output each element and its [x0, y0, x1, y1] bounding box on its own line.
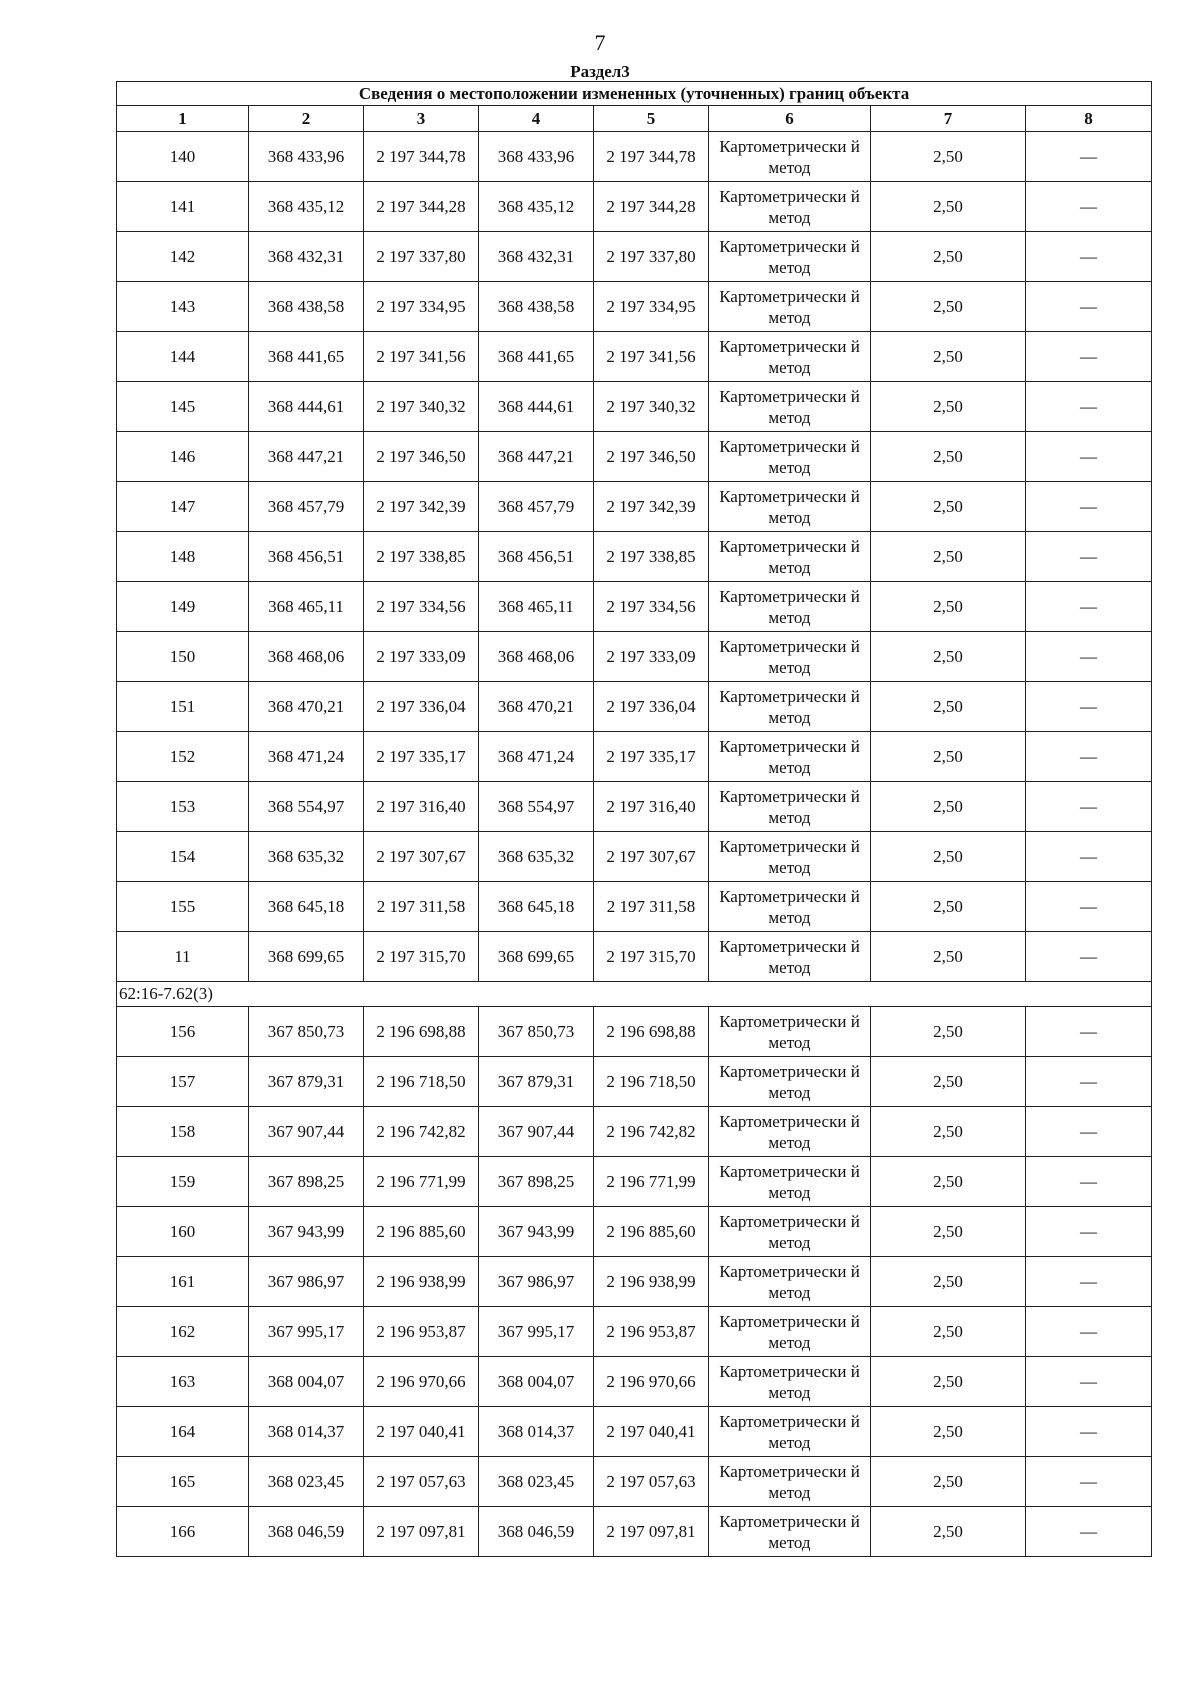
method: Картометрически й метод	[709, 1257, 871, 1307]
point-description: —	[1026, 182, 1152, 232]
x-existing: 367 986,97	[249, 1257, 364, 1307]
method: Картометрически й метод	[709, 382, 871, 432]
y-refined: 2 197 340,32	[594, 382, 709, 432]
x-refined: 368 468,06	[479, 632, 594, 682]
x-refined: 368 004,07	[479, 1357, 594, 1407]
x-existing: 368 014,37	[249, 1407, 364, 1457]
method: Картометрически й метод	[709, 732, 871, 782]
y-refined: 2 196 938,99	[594, 1257, 709, 1307]
x-refined: 367 986,97	[479, 1257, 594, 1307]
point-number: 148	[117, 532, 249, 582]
point-description: —	[1026, 1257, 1152, 1307]
x-refined: 368 457,79	[479, 482, 594, 532]
y-refined: 2 196 742,82	[594, 1107, 709, 1157]
y-existing: 2 196 771,99	[364, 1157, 479, 1207]
column-header: 5	[594, 106, 709, 132]
accuracy: 2,50	[871, 1057, 1026, 1107]
method: Картометрически й метод	[709, 232, 871, 282]
x-refined: 368 456,51	[479, 532, 594, 582]
y-refined: 2 197 342,39	[594, 482, 709, 532]
point-number: 140	[117, 132, 249, 182]
x-refined: 368 471,24	[479, 732, 594, 782]
x-refined: 368 554,97	[479, 782, 594, 832]
y-existing: 2 197 040,41	[364, 1407, 479, 1457]
table-row	[117, 1257, 1152, 1307]
point-number: 154	[117, 832, 249, 882]
method: Картометрически й метод	[709, 332, 871, 382]
point-description: —	[1026, 432, 1152, 482]
section-title: Раздел3	[570, 62, 630, 81]
accuracy: 2,50	[871, 932, 1026, 982]
point-description: —	[1026, 932, 1152, 982]
table-row	[117, 182, 1152, 232]
point-number: 163	[117, 1357, 249, 1407]
accuracy: 2,50	[871, 282, 1026, 332]
x-existing: 368 447,21	[249, 432, 364, 482]
point-number: 155	[117, 882, 249, 932]
point-number: 146	[117, 432, 249, 482]
table-row	[117, 1007, 1152, 1057]
accuracy: 2,50	[871, 582, 1026, 632]
method: Картометрически й метод	[709, 532, 871, 582]
group-label: 62:16-7.62(3)	[117, 982, 1152, 1007]
method: Картометрически й метод	[709, 1307, 871, 1357]
y-existing: 2 196 970,66	[364, 1357, 479, 1407]
y-refined: 2 196 885,60	[594, 1207, 709, 1257]
y-refined: 2 197 311,58	[594, 882, 709, 932]
point-number: 145	[117, 382, 249, 432]
table-row	[117, 432, 1152, 482]
x-refined: 368 465,11	[479, 582, 594, 632]
accuracy: 2,50	[871, 632, 1026, 682]
point-number: 156	[117, 1007, 249, 1057]
x-refined: 368 441,65	[479, 332, 594, 382]
table-row	[117, 782, 1152, 832]
method: Картометрически й метод	[709, 832, 871, 882]
method: Картометрически й метод	[709, 932, 871, 982]
accuracy: 2,50	[871, 132, 1026, 182]
x-existing: 367 995,17	[249, 1307, 364, 1357]
column-header: 7	[871, 106, 1026, 132]
accuracy: 2,50	[871, 1107, 1026, 1157]
x-existing: 368 468,06	[249, 632, 364, 682]
x-refined: 368 699,65	[479, 932, 594, 982]
point-description: —	[1026, 232, 1152, 282]
point-description: —	[1026, 132, 1152, 182]
y-existing: 2 197 315,70	[364, 932, 479, 982]
point-description: —	[1026, 1207, 1152, 1257]
point-description: —	[1026, 1507, 1152, 1557]
point-number: 166	[117, 1507, 249, 1557]
y-existing: 2 197 340,32	[364, 382, 479, 432]
x-refined: 367 907,44	[479, 1107, 594, 1157]
y-refined: 2 197 315,70	[594, 932, 709, 982]
table-row	[117, 1357, 1152, 1407]
method: Картометрически й метод	[709, 1507, 871, 1557]
x-existing: 368 471,24	[249, 732, 364, 782]
accuracy: 2,50	[871, 532, 1026, 582]
y-refined: 2 197 338,85	[594, 532, 709, 582]
y-refined: 2 197 057,63	[594, 1457, 709, 1507]
y-refined: 2 197 337,80	[594, 232, 709, 282]
table-caption-row	[117, 82, 1152, 106]
method: Картометрически й метод	[709, 1107, 871, 1157]
y-refined: 2 197 334,95	[594, 282, 709, 332]
point-description: —	[1026, 482, 1152, 532]
accuracy: 2,50	[871, 1307, 1026, 1357]
accuracy: 2,50	[871, 1157, 1026, 1207]
point-number: 165	[117, 1457, 249, 1507]
y-existing: 2 197 336,04	[364, 682, 479, 732]
point-description: —	[1026, 1407, 1152, 1457]
y-existing: 2 196 718,50	[364, 1057, 479, 1107]
x-refined: 368 435,12	[479, 182, 594, 232]
column-header: 3	[364, 106, 479, 132]
y-existing: 2 197 311,58	[364, 882, 479, 932]
accuracy: 2,50	[871, 732, 1026, 782]
x-existing: 368 004,07	[249, 1357, 364, 1407]
method: Картометрически й метод	[709, 482, 871, 532]
y-refined: 2 197 316,40	[594, 782, 709, 832]
accuracy: 2,50	[871, 482, 1026, 532]
y-existing: 2 197 341,56	[364, 332, 479, 382]
y-existing: 2 196 938,99	[364, 1257, 479, 1307]
y-refined: 2 196 953,87	[594, 1307, 709, 1357]
accuracy: 2,50	[871, 1257, 1026, 1307]
column-header: 8	[1026, 106, 1152, 132]
x-refined: 368 635,32	[479, 832, 594, 882]
table-row	[117, 1057, 1152, 1107]
table-row	[117, 682, 1152, 732]
column-header: 2	[249, 106, 364, 132]
point-number: 150	[117, 632, 249, 682]
y-existing: 2 197 334,56	[364, 582, 479, 632]
x-refined: 367 995,17	[479, 1307, 594, 1357]
column-header: 6	[709, 106, 871, 132]
x-refined: 368 432,31	[479, 232, 594, 282]
x-existing: 368 435,12	[249, 182, 364, 232]
method: Картометрически й метод	[709, 282, 871, 332]
column-header-row	[117, 106, 1152, 132]
x-refined: 367 879,31	[479, 1057, 594, 1107]
point-description: —	[1026, 632, 1152, 682]
accuracy: 2,50	[871, 232, 1026, 282]
point-description: —	[1026, 682, 1152, 732]
point-description: —	[1026, 282, 1152, 332]
y-refined: 2 197 307,67	[594, 832, 709, 882]
method: Картометрически й метод	[709, 132, 871, 182]
x-existing: 368 441,65	[249, 332, 364, 382]
point-number: 157	[117, 1057, 249, 1107]
x-existing: 368 432,31	[249, 232, 364, 282]
y-refined: 2 197 341,56	[594, 332, 709, 382]
point-number: 160	[117, 1207, 249, 1257]
x-refined: 368 014,37	[479, 1407, 594, 1457]
point-description: —	[1026, 532, 1152, 582]
table-row	[117, 1107, 1152, 1157]
y-refined: 2 197 333,09	[594, 632, 709, 682]
point-number: 151	[117, 682, 249, 732]
y-refined: 2 197 334,56	[594, 582, 709, 632]
accuracy: 2,50	[871, 1207, 1026, 1257]
accuracy: 2,50	[871, 182, 1026, 232]
accuracy: 2,50	[871, 1407, 1026, 1457]
point-description: —	[1026, 1157, 1152, 1207]
x-refined: 368 438,58	[479, 282, 594, 332]
y-refined: 2 196 771,99	[594, 1157, 709, 1207]
point-number: 143	[117, 282, 249, 332]
point-number: 153	[117, 782, 249, 832]
page-number: 7	[594, 30, 606, 55]
accuracy: 2,50	[871, 1457, 1026, 1507]
point-number: 141	[117, 182, 249, 232]
method: Картометрически й метод	[709, 782, 871, 832]
x-existing: 368 444,61	[249, 382, 364, 432]
y-refined: 2 197 336,04	[594, 682, 709, 732]
table-row	[117, 382, 1152, 432]
x-existing: 368 438,58	[249, 282, 364, 332]
method: Картометрически й метод	[709, 882, 871, 932]
point-description: —	[1026, 1307, 1152, 1357]
method: Картометрически й метод	[709, 1007, 871, 1057]
x-existing: 368 699,65	[249, 932, 364, 982]
y-refined: 2 197 344,78	[594, 132, 709, 182]
x-existing: 367 898,25	[249, 1157, 364, 1207]
x-existing: 367 850,73	[249, 1007, 364, 1057]
point-number: 11	[117, 932, 249, 982]
table-row	[117, 332, 1152, 382]
y-existing: 2 197 344,28	[364, 182, 479, 232]
method: Картометрически й метод	[709, 582, 871, 632]
y-refined: 2 197 344,28	[594, 182, 709, 232]
accuracy: 2,50	[871, 382, 1026, 432]
method: Картометрически й метод	[709, 632, 871, 682]
accuracy: 2,50	[871, 1357, 1026, 1407]
table-row	[117, 232, 1152, 282]
accuracy: 2,50	[871, 332, 1026, 382]
x-existing: 368 635,32	[249, 832, 364, 882]
x-existing: 368 554,97	[249, 782, 364, 832]
x-existing: 368 465,11	[249, 582, 364, 632]
x-refined: 368 023,45	[479, 1457, 594, 1507]
accuracy: 2,50	[871, 882, 1026, 932]
table-row	[117, 732, 1152, 782]
x-existing: 368 645,18	[249, 882, 364, 932]
point-number: 147	[117, 482, 249, 532]
point-number: 144	[117, 332, 249, 382]
method: Картометрически й метод	[709, 1407, 871, 1457]
y-existing: 2 197 307,67	[364, 832, 479, 882]
y-refined: 2 196 970,66	[594, 1357, 709, 1407]
point-number: 161	[117, 1257, 249, 1307]
y-refined: 2 197 040,41	[594, 1407, 709, 1457]
x-refined: 368 447,21	[479, 432, 594, 482]
x-existing: 368 470,21	[249, 682, 364, 732]
method: Картометрически й метод	[709, 1357, 871, 1407]
y-existing: 2 196 698,88	[364, 1007, 479, 1057]
y-existing: 2 197 334,95	[364, 282, 479, 332]
method: Картометрически й метод	[709, 1057, 871, 1107]
table-row	[117, 532, 1152, 582]
method: Картометрически й метод	[709, 1157, 871, 1207]
x-refined: 368 444,61	[479, 382, 594, 432]
x-refined: 367 898,25	[479, 1157, 594, 1207]
point-description: —	[1026, 1007, 1152, 1057]
method: Картометрически й метод	[709, 1457, 871, 1507]
point-description: —	[1026, 332, 1152, 382]
y-existing: 2 197 335,17	[364, 732, 479, 782]
y-existing: 2 197 333,09	[364, 632, 479, 682]
point-description: —	[1026, 582, 1152, 632]
table-row	[117, 582, 1152, 632]
table-row	[117, 632, 1152, 682]
table-row	[117, 1307, 1152, 1357]
table-row	[117, 832, 1152, 882]
table-row	[117, 1507, 1152, 1557]
table-row	[117, 1457, 1152, 1507]
point-description: —	[1026, 882, 1152, 932]
x-refined: 367 943,99	[479, 1207, 594, 1257]
x-refined: 368 645,18	[479, 882, 594, 932]
point-description: —	[1026, 1057, 1152, 1107]
x-existing: 368 433,96	[249, 132, 364, 182]
y-refined: 2 197 346,50	[594, 432, 709, 482]
x-refined: 368 433,96	[479, 132, 594, 182]
column-header: 1	[117, 106, 249, 132]
y-existing: 2 197 097,81	[364, 1507, 479, 1557]
point-number: 152	[117, 732, 249, 782]
method: Картометрически й метод	[709, 182, 871, 232]
y-existing: 2 196 885,60	[364, 1207, 479, 1257]
method: Картометрически й метод	[709, 1207, 871, 1257]
point-description: —	[1026, 1357, 1152, 1407]
y-refined: 2 197 097,81	[594, 1507, 709, 1557]
x-refined: 367 850,73	[479, 1007, 594, 1057]
y-refined: 2 196 698,88	[594, 1007, 709, 1057]
table-row	[117, 1157, 1152, 1207]
x-existing: 368 456,51	[249, 532, 364, 582]
accuracy: 2,50	[871, 682, 1026, 732]
point-number: 159	[117, 1157, 249, 1207]
point-number: 142	[117, 232, 249, 282]
point-description: —	[1026, 382, 1152, 432]
accuracy: 2,50	[871, 832, 1026, 882]
point-number: 158	[117, 1107, 249, 1157]
point-description: —	[1026, 782, 1152, 832]
y-existing: 2 197 346,50	[364, 432, 479, 482]
table-caption: Сведения о местоположении измененных (уточненных) границ объекта	[117, 82, 1152, 106]
x-existing: 368 046,59	[249, 1507, 364, 1557]
accuracy: 2,50	[871, 1007, 1026, 1057]
y-existing: 2 197 342,39	[364, 482, 479, 532]
point-description: —	[1026, 1107, 1152, 1157]
x-existing: 368 457,79	[249, 482, 364, 532]
method: Картометрически й метод	[709, 432, 871, 482]
point-description: —	[1026, 1457, 1152, 1507]
column-header: 4	[479, 106, 594, 132]
y-existing: 2 196 953,87	[364, 1307, 479, 1357]
y-refined: 2 197 335,17	[594, 732, 709, 782]
method: Картометрически й метод	[709, 682, 871, 732]
y-existing: 2 197 344,78	[364, 132, 479, 182]
table-row	[117, 282, 1152, 332]
table-row	[117, 932, 1152, 982]
x-refined: 368 046,59	[479, 1507, 594, 1557]
y-existing: 2 197 057,63	[364, 1457, 479, 1507]
accuracy: 2,50	[871, 1507, 1026, 1557]
y-existing: 2 197 337,80	[364, 232, 479, 282]
x-existing: 368 023,45	[249, 1457, 364, 1507]
point-description: —	[1026, 732, 1152, 782]
point-number: 149	[117, 582, 249, 632]
x-refined: 368 470,21	[479, 682, 594, 732]
table-row	[117, 1207, 1152, 1257]
table-row	[117, 132, 1152, 182]
x-existing: 367 943,99	[249, 1207, 364, 1257]
table-row	[117, 482, 1152, 532]
y-existing: 2 197 316,40	[364, 782, 479, 832]
table-row	[117, 1407, 1152, 1457]
accuracy: 2,50	[871, 782, 1026, 832]
point-number: 164	[117, 1407, 249, 1457]
y-refined: 2 196 718,50	[594, 1057, 709, 1107]
y-existing: 2 196 742,82	[364, 1107, 479, 1157]
point-description: —	[1026, 832, 1152, 882]
x-existing: 367 907,44	[249, 1107, 364, 1157]
group-label-row	[117, 982, 1152, 1007]
table-row	[117, 882, 1152, 932]
coordinates-table	[116, 81, 1152, 1557]
y-existing: 2 197 338,85	[364, 532, 479, 582]
point-number: 162	[117, 1307, 249, 1357]
x-existing: 367 879,31	[249, 1057, 364, 1107]
accuracy: 2,50	[871, 432, 1026, 482]
